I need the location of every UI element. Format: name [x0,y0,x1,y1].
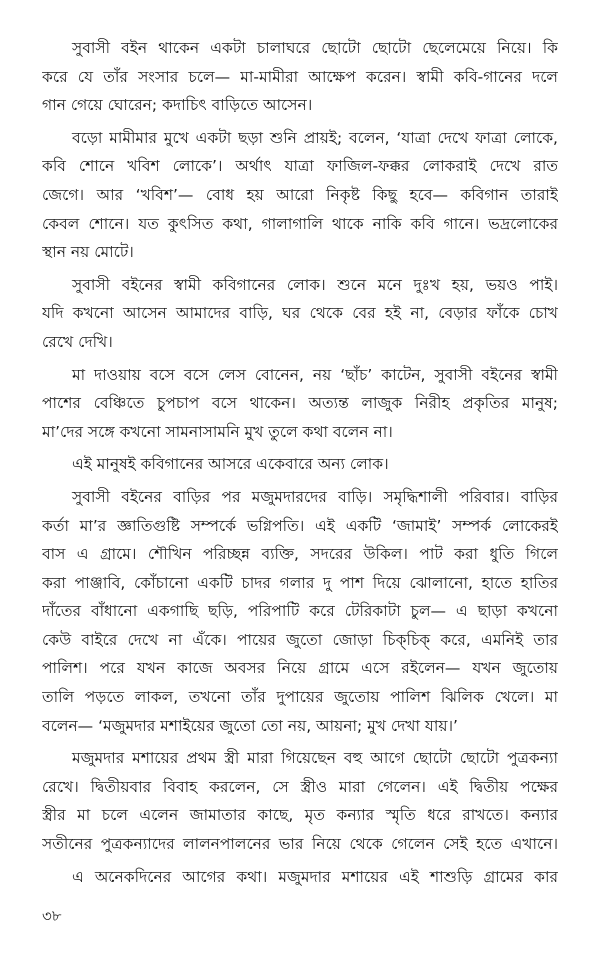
text-line: সুবাসী বইন থাকেন একটা চালাঘরে ছোটো ছোটো ছেলেমেয়ে নিয়ে। কি [72,39,558,57]
paragraph-8 [42,863,558,892]
text-line: মা’দের সঙ্গে কখনো সামনাসামনি মুখ তুলে কথা বলেন না। [42,422,393,441]
text-line: স্ত্রীর মা চলে এলেন জামাতার কাছে, মৃত কন্যার স্মৃতি ধরে রাখতে। কন্যার [42,806,558,825]
text-line: রেখে। দ্বিতীয়বার বিবাহ করলেন, সে স্ত্রীও মারা গেলেন। এই দ্বিতীয় পক্ষের [42,777,558,796]
text-line: স্থান নয় মোটে। [42,243,134,262]
text-line: বড়ো মামীমার মুখে একটা ছড়া শুনি প্রায়ই; বলেন, ‘যাত্রা দেখে ফাত্রা লোকে, [72,128,558,147]
text-line: পাশের বেঞ্চিতে চুপচাপ বসে থাকেন। অত্যন্ত লাজুক নিরীহ প্রকৃতির মানুষ; [42,394,558,413]
text-line: এই মানুষই কবিগানের আসরে একেবারে অন্য লোক। [72,455,389,474]
text-line: যদি কখনো আসেন আমাদের বাড়ি, ঘর থেকে বের হই না, বেড়ার ফাঁকে চোখ [42,304,558,323]
text-line: বলেন— ‘মজুমদার মশাইয়ের জুতো তো নয়, আয়না; মুখ দেখা যায়।’ [42,716,458,735]
text-line: সতীনের পুত্রকন্যাদের লালনপালনের ভার নিয়ে থেকে গেলেন সেই হতে এখানে। [42,835,558,854]
paragraph-4 [42,361,558,447]
text-line: কেবল শোনে। যত কুৎসিত কথা, গালাগালি থাকে নাকি কবি গানে। ভদ্রলোকের [42,214,558,233]
text-line: গান গেয়ে ঘোরেন; কদাচিৎ বাড়িতে আসেন। [42,96,313,115]
text-line: সুবাসী বইনের স্বামী কবিগানের লোক। শুনে মনে দুঃখ হয়, ভয়ও পাই। [72,275,558,294]
text-line: তালি পড়তে লাকল, তখনো তাঁর দুপায়ের জুতোয় পালিশ ঝিলিক খেলে। মা [42,688,558,707]
paragraph-6 [42,483,558,740]
paragraph-1 [42,34,558,120]
paragraph-5 [42,450,558,479]
page-number: ৩৮ [42,907,62,925]
text-line: বাস এ গ্রামে। শৌখিন পরিচ্ছন্ন ব্যক্তি, সদরের উকিল। পাট করা ধুতি গিলে [42,545,558,564]
text-line: মজুমদার মশায়ের প্রথম স্ত্রী মারা গিয়েছেন বহু আগে ছোটো ছোটো পুত্রকন্যা [72,749,558,768]
text-line: রেখে দেখি। [42,332,113,351]
text-line: করে যে তাঁর সংসার চলে— মা-মামীরা আক্ষেপ করেন। স্বামী কবি-গানের দলে [42,67,558,86]
text-line: কর্তা মা’র জ্ঞাতিগুষ্টি সম্পর্কে ভগ্নিপতি। এই একটি ‘জামাই’ সম্পর্ক লোকেরই [42,516,558,535]
text-line: দাঁতের বাঁধানো একগাছি ছড়ি, পরিপাটি করে টেরিকাটা চুল— এ ছাড়া কখনো [42,602,558,621]
text-line: সুবাসী বইনের বাড়ির পর মজুমদারদের বাড়ি। সমৃদ্ধিশালী পরিবার। বাড়ির [72,487,558,506]
paragraph-7 [42,744,558,858]
paragraph-3 [42,271,558,357]
text-line: এ অনেকদিনের আগের কথা। মজুমদার মশায়ের এই শাশুড়ি গ্রামের কার [72,867,558,886]
paragraph-2 [42,124,558,267]
text-line: কেউ বাইরে দেখে না এঁকে। পায়ের জুতো জোড়া চিক্‌চিক্ করে, এমনিই তার [42,630,558,649]
text-line: মা দাওয়ায় বসে বসে লেস বোনেন, নয় ‘ছাঁচ’ কাটেন, সুবাসী বইনের স্বামী [72,365,558,384]
book-page-body [42,34,558,895]
text-line: পালিশ। পরে যখন কাজে অবসর নিয়ে গ্রামে এসে রইলেন— যখন জুতোয় [42,659,558,678]
text-line: কবি শোনে খবিশ লোকে’। অর্থাৎ যাত্রা ফাজিল-ফক্কর লোকরাই দেখে রাত [42,157,558,176]
text-line: জেগে। আর ‘খবিশ’— বোধ হয় আরো নিকৃষ্ট কিছু হবে— কবিগান তারাই [42,185,558,204]
text-line: করা পাঞ্জাবি, কোঁচানো একটি চাদর গলার দু পাশ দিয়ে ঝোলানো, হাতে হাতির [42,573,558,592]
